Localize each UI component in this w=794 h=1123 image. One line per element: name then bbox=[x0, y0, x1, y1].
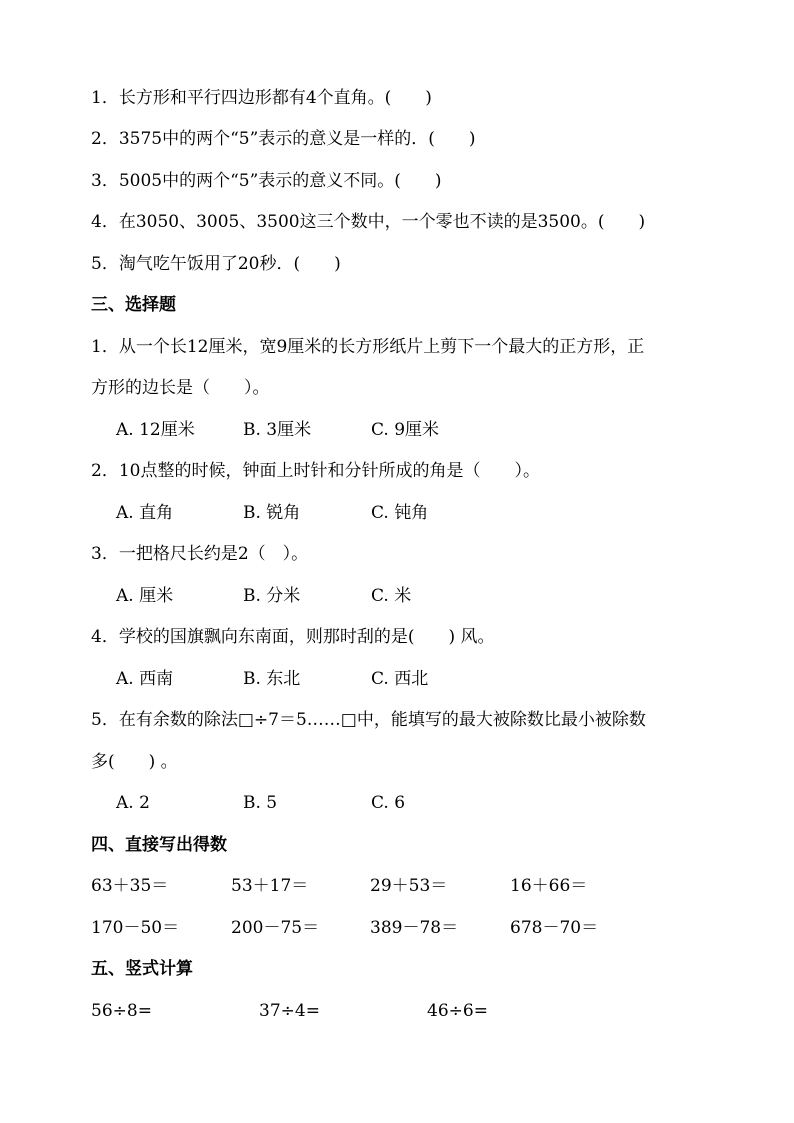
choice-q5-option-b: B. 5 bbox=[243, 793, 278, 813]
choice-q1-line1: 1．从一个长12厘米，宽9厘米的长方形纸片上剪下一个最大的正方形，正 bbox=[91, 337, 645, 357]
choice-q2-option-a: A. 直角 bbox=[116, 503, 174, 523]
choice-q3-option-a: A. 厘米 bbox=[116, 586, 174, 606]
choice-q1-option-c: C. 9厘米 bbox=[371, 420, 440, 440]
section4-title: 四、直接写出得数 bbox=[91, 835, 227, 855]
choice-q2-option-b: B. 锐角 bbox=[243, 503, 301, 523]
choice-q1-option-b: B. 3厘米 bbox=[243, 420, 312, 440]
vertical-calc-item: 56÷8= bbox=[91, 1001, 152, 1021]
choice-q4: 4．学校的国旗飘向东南面，则那时刮的是( ) 风。 bbox=[91, 627, 495, 647]
vertical-calc-item: 46÷6= bbox=[427, 1001, 488, 1021]
calc-item: 53＋17＝ bbox=[231, 876, 309, 896]
judge-q4: 4．在3050、3005、3500这三个数中，一个零也不读的是3500。( ) bbox=[91, 212, 646, 232]
choice-q2-option-c: C. 钝角 bbox=[371, 503, 429, 523]
vertical-calc-item: 37÷4= bbox=[259, 1001, 320, 1021]
calc-item: 63＋35＝ bbox=[91, 876, 169, 896]
judge-q2: 2．3575中的两个“5”表示的意义是一样的．( ) bbox=[91, 129, 476, 149]
choice-q5-option-a: A. 2 bbox=[116, 793, 150, 813]
choice-q3-option-b: B. 分米 bbox=[243, 586, 301, 606]
choice-q4-option-a: A. 西南 bbox=[116, 669, 174, 689]
choice-q5-line1: 5．在有余数的除法□÷7＝5……□中，能填写的最大被除数比最小被除数 bbox=[91, 710, 646, 730]
calc-item: 16＋66＝ bbox=[510, 876, 588, 896]
choice-q3: 3．一把格尺长约是2（ ）。 bbox=[91, 544, 309, 564]
calc-item: 389－78＝ bbox=[370, 918, 459, 938]
section5-title: 五、竖式计算 bbox=[91, 959, 193, 979]
choice-q4-option-c: C. 西北 bbox=[371, 669, 429, 689]
judge-q1: 1．长方形和平行四边形都有4个直角。( ) bbox=[91, 88, 432, 108]
calc-item: 200－75＝ bbox=[231, 918, 320, 938]
choice-q1-option-a: A. 12厘米 bbox=[116, 420, 195, 440]
choice-q5-line2: 多( ) 。 bbox=[91, 752, 178, 772]
calc-item: 678－70＝ bbox=[510, 918, 599, 938]
calc-item: 29＋53＝ bbox=[370, 876, 448, 896]
calc-item: 170－50＝ bbox=[91, 918, 180, 938]
choice-q4-option-b: B. 东北 bbox=[243, 669, 301, 689]
section3-title: 三、选择题 bbox=[91, 295, 176, 315]
choice-q5-option-c: C. 6 bbox=[371, 793, 406, 813]
choice-q2: 2．10点整的时候，钟面上时针和分针所成的角是（ ）。 bbox=[91, 461, 540, 481]
choice-q1-line2: 方形的边长是（ ）。 bbox=[91, 378, 270, 398]
judge-q3: 3．5005中的两个“5”表示的意义不同。( ) bbox=[91, 171, 442, 191]
choice-q3-option-c: C. 米 bbox=[371, 586, 412, 606]
judge-q5: 5．淘气吃午饭用了20秒．( ) bbox=[91, 254, 341, 274]
